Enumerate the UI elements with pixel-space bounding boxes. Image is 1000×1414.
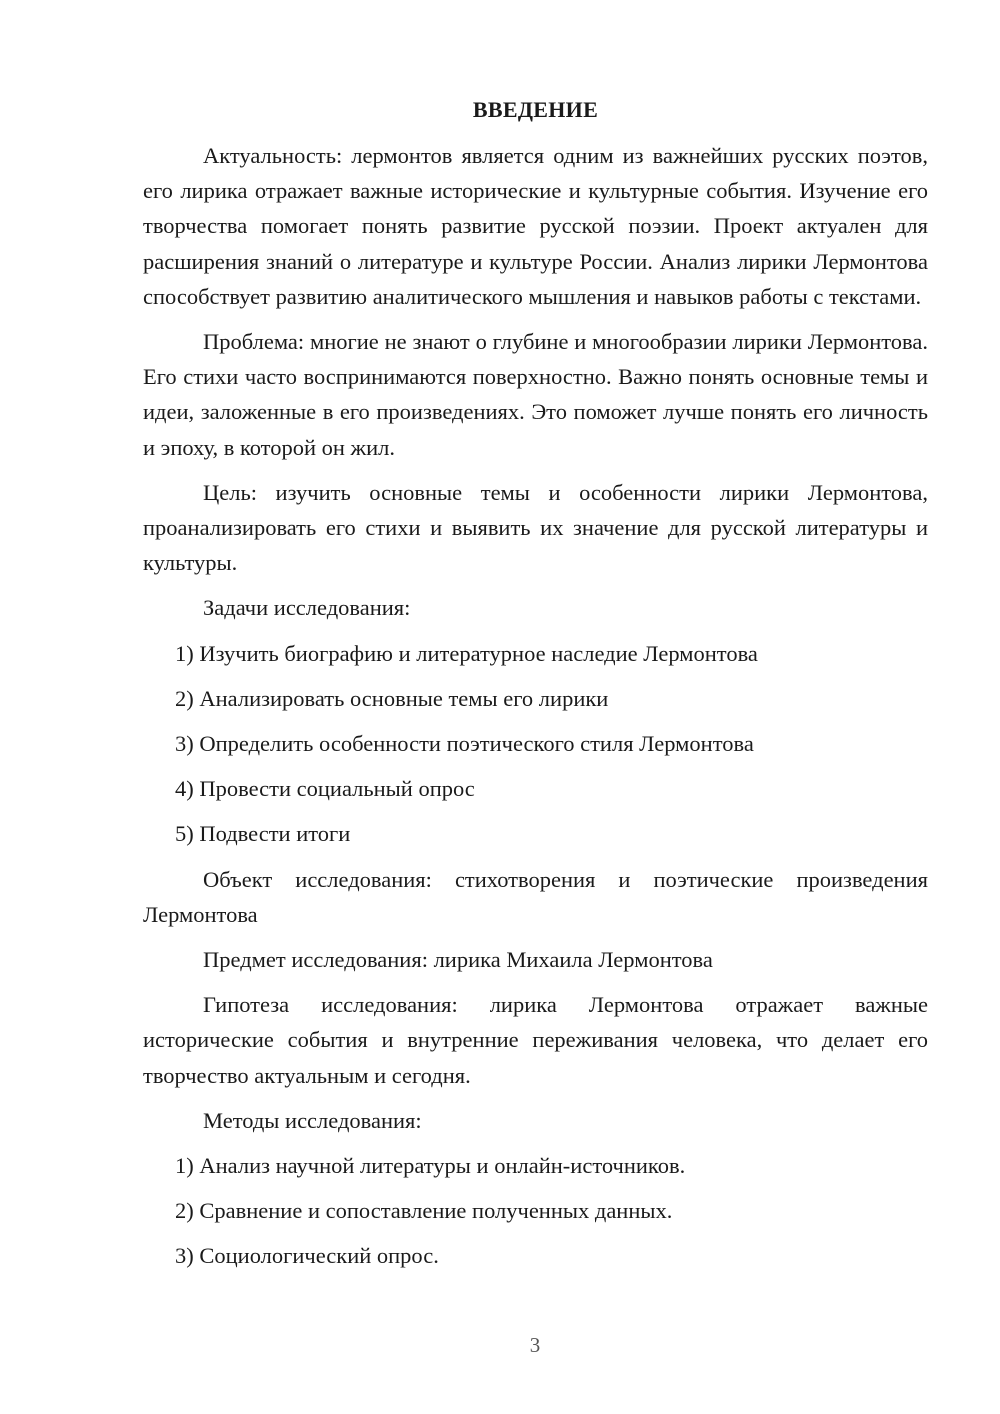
list-item: 5) Подвести итоги (175, 821, 351, 847)
section-title: ВВЕДЕНИЕ (472, 97, 599, 122)
list-item: 2) Сравнение и сопоставление полученных данных. (175, 1198, 673, 1224)
list-item: 4) Провести социальный опрос (175, 776, 475, 802)
list-item: 3) Определить особенности поэтического стиля Лермонтова (175, 731, 754, 757)
document-page (143, 94, 928, 1284)
list-item: 2) Анализировать основные темы его лирики (175, 685, 609, 711)
methods-heading: Методы исследования: (203, 1107, 422, 1133)
goal-paragraph: Цель: изучить основные темы и особенности лирики Лермонтова, проанализировать его стихи и выявить их значение для русской литературы и культуры. (143, 479, 928, 576)
list-item: 1) Анализ научной литературы и онлайн-источников. (175, 1153, 686, 1179)
hypothesis-paragraph: Гипотеза исследования: лирика Лермонтова отражает важные исторические события и внутренние переживания человека, что делает его творчество актуальным и сегодня. (143, 992, 928, 1088)
page-number: 3 (529, 1333, 541, 1357)
list-item: 1) Изучить биографию и литературное наследие Лермонтова (175, 640, 758, 666)
problem-paragraph: Проблема: многие не знают о глубине и многообразии лирики Лермонтова. Его стихи часто воспринимаются поверхностно. Важно понять основные темы и идеи, заложенные в его произведениях. Это поможет лучше понять его личность и эпоху, в которой он жил. (143, 329, 928, 460)
list-item: 3) Социологический опрос. (175, 1243, 439, 1269)
tasks-heading: Задачи исследования: (203, 595, 411, 621)
tasks-list (143, 636, 928, 852)
object-paragraph: Объект исследования: стихотворения и поэтические произведения Лермонтова (143, 866, 928, 927)
actuality-paragraph: Актуальность: лермонтов является одним из важнейших русских поэтов, его лирика отражает важные исторические и культурные события. Изучение его творчества помогает понять развитие русской поэзии. Проект актуален для расширения знаний о литературе и культуре России. Анализ лирики Лермонтова способствует развитию аналитического мышления и навыков работы с текстами. (143, 143, 928, 309)
methods-list (143, 1148, 928, 1274)
subject-paragraph: Предмет исследования: лирика Михаила Лермонтова (203, 947, 713, 973)
